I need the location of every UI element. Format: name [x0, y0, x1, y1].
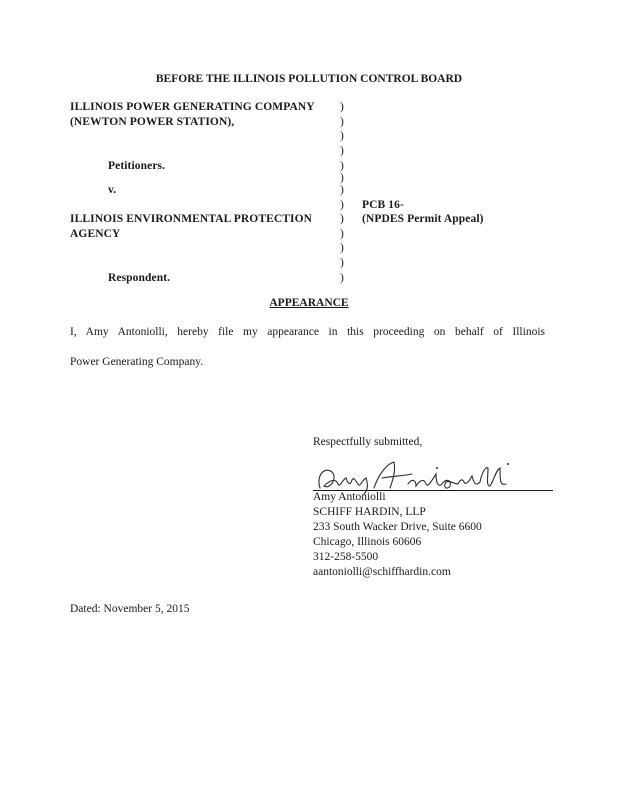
- caption-paren: ): [340, 199, 344, 211]
- caption-paren: ): [340, 213, 344, 225]
- respondent-name-line2: AGENCY: [70, 228, 121, 240]
- signer-phone: 312-258-5500: [313, 551, 379, 563]
- case-number: PCB 16-: [362, 199, 404, 211]
- body-paragraph-line2: Power Generating Company.: [70, 356, 204, 368]
- petitioners-label: Petitioners.: [108, 160, 166, 172]
- caption-paren: ): [340, 242, 344, 254]
- caption-paren: ): [340, 228, 344, 240]
- caption-paren: ): [340, 160, 344, 172]
- case-type: (NPDES Permit Appeal): [362, 213, 484, 225]
- caption-paren: ): [340, 172, 344, 184]
- caption-paren: ): [340, 184, 344, 196]
- appearance-heading: APPEARANCE: [269, 297, 349, 309]
- caption-paren: ): [340, 145, 344, 157]
- petitioner-name-line2: (NEWTON POWER STATION),: [70, 116, 235, 128]
- petitioner-name-line1: ILLINOIS POWER GENERATING COMPANY: [70, 101, 315, 113]
- caption-paren: ): [340, 257, 344, 269]
- closing-text: Respectfully submitted,: [313, 436, 423, 448]
- caption-paren: ): [340, 116, 344, 128]
- dated-line: Dated: November 5, 2015: [70, 603, 190, 615]
- signer-address-line2: Chicago, Illinois 60606: [313, 536, 422, 548]
- body-paragraph-line1: I, Amy Antoniolli, hereby file my appearance in this proceeding on behalf of Illinois: [70, 326, 545, 338]
- signer-email: aantoniolli@schiffhardin.com: [313, 566, 451, 578]
- signer-address-line1: 233 South Wacker Drive, Suite 6600: [313, 521, 482, 533]
- document-title: BEFORE THE ILLINOIS POLLUTION CONTROL BOARD: [155, 73, 463, 85]
- versus-label: v.: [108, 184, 117, 196]
- caption-paren: ): [340, 272, 344, 284]
- caption-paren: ): [340, 101, 344, 113]
- signer-firm: SCHIFF HARDIN, LLP: [313, 506, 426, 518]
- caption-paren: ): [340, 130, 344, 142]
- respondent-label: Respondent.: [108, 272, 171, 284]
- signer-name: Amy Antoniolli: [313, 491, 386, 503]
- respondent-name-line1: ILLINOIS ENVIRONMENTAL PROTECTION: [70, 213, 313, 225]
